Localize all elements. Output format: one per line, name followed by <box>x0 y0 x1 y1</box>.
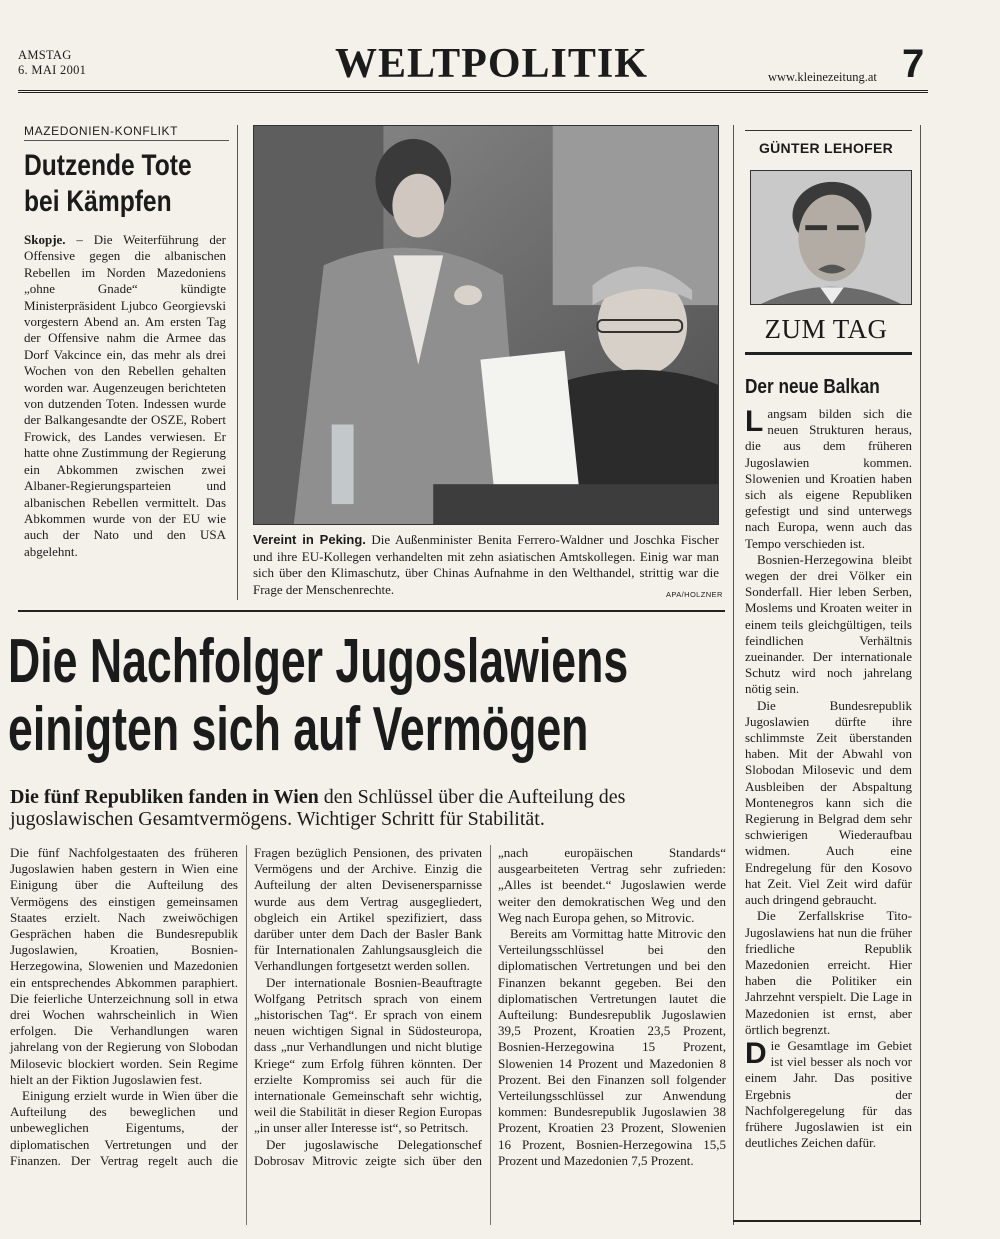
column-paragraph <box>745 1038 912 1151</box>
author-portrait <box>750 170 912 305</box>
column-body <box>745 406 912 1151</box>
article-paragraph: Der jugoslawische Delegationschef Dobrosav Mitrovic zeigte sich über den „nach europäischen Standards“ ausgearbeiteten Vertrag sehr zufrieden: „Alles ist beendet.“ Jugoslawien werde weiter den demokratischen Weg und den Weg nach Europa gehen, so Mitrovic. <box>254 845 726 1168</box>
subheadline-rest: den Schlüssel über die Aufteilung des jugoslawischen Gesamtvermögens. Wichtiger Schritt für Stabilität. <box>10 786 626 830</box>
main-subheadline <box>10 786 726 830</box>
caption-lead: Vereint in Peking. <box>253 532 366 547</box>
column-divider <box>733 125 734 1225</box>
column-label: ZUM TAG <box>764 314 888 344</box>
short-article-kicker: MAZEDONIEN-KONFLIKT <box>24 124 229 141</box>
short-article-text: – Die Weiterführung der Offensive gegen die albanischen Rebellen im Norden Mazedoniens „ohne Gnade“ kündigte Ministerpräsident Ljubco Georgievski vorgestern Abend an. Am ersten Tag der Offensive nahm die Armee das Dorf Vakcince ein, das mehr als drei Wochen von den Rebellen gehalten worden war. Augenzeugen berichteten von dutzenden Toten. Indessen wurde der Balkangesandte der OSZE, Robert Frowick, des Landes verwiesen. Er hatte ohne Zustimmung der Regierung ein Abkommen zwischen zwei Albaner-Regierungsparteien und albanischen Rebellen vermittelt. Das Abkommen wurde von der EU wie auch der Nato und den USA abgelehnt. <box>24 232 227 559</box>
article-paragraph: Bereits am Vormittag hatte Mitrovic den Verteilungsschlüssel bei den diplomatischen Vertretungen und bei den Finanzen bekannt gegeben. Bei den diplomatischen Vertretungen lautet die Aufteilung: Bundesrepublik Jugoslawien 39,5 Prozent, Kroatien 23,5 Prozent, Bosnien-Herzegowina 15 Prozent, Slowenien 14 Prozent und Mazedonien 8 Prozent. Bei den Finanzen soll folgender Verteilungsschlüssel zur Anwendung kommen: Bundesrepublik Jugoslawien 38 Prozent, Kroatien 23 Prozent, Slowenien 16 Prozent, Bosnien-Herzegowina 15,5 Prozent und Mazedonien 7,5 Prozent. <box>498 926 726 1168</box>
subheadline-bold: Die fünf Republiken fanden in Wien <box>10 786 319 808</box>
page-number: 7 <box>902 42 925 86</box>
main-headline-line-1: Die Nachfolger Jugoslawiens <box>8 627 629 696</box>
column-paragraph <box>745 406 912 552</box>
column-divider <box>237 125 238 600</box>
drop-cap: D <box>745 1036 767 1070</box>
masthead-url: www.kleinezeitung.at <box>768 70 877 84</box>
short-article-headline <box>24 148 196 220</box>
masthead-date <box>18 48 86 78</box>
article-paragraph: Die fünf Nachfolgestaaten des früheren Jugoslawien haben gestern in Wien eine Einigung über die Aufteilung des Vermögens des einstigen gemeinsamen Staates erzielt. Nach zweiwöchigen Gesprächen haben die Bundesrepublik Jugoslawien, Kroatien, Bosnien-Herzegowina, Slowenien und Mazedonien ein entsprechendes Abkommen paraphiert. Die feierliche Unterzeichnung soll in etwa drei Wochen wahrscheinlich in Wien erfolgen. Die Verhandlungen waren jahrelang von der Regierung von Slobodan Milosevic blockiert worden. Sein Regime hielt an der Fiktion Jugoslawien fest. <box>10 845 238 1087</box>
masthead-date-text: 6. MAI 2001 <box>18 63 87 77</box>
column-top-rule <box>745 130 912 131</box>
section-title: WELTPOLITIK <box>335 41 648 87</box>
column-paragraph: Bosnien-Herzegowina bleibt wegen der drei Völker ein Sonderfall. Hier leben Serben, Moslems und Kroaten weiter in einem teils gleichgültigen, teils feindlichen Verhältnis zueinander. Der internationale Schutz wird noch jahrelang nötig sein. <box>745 551 912 697</box>
column-label-rule <box>745 352 912 355</box>
column-paragraph-text: angsam bilden sich die neuen Strukturen heraus, die aus dem früheren Jugoslawien kommen. Slowenien und Kroatien haben sich als eigene Republiken gefestigt und sind unterwegs nach Europa, wenn auch das Tempo verschieden ist. <box>745 406 912 551</box>
main-headline-line-2: einigten sich auf Vermögen <box>8 695 589 764</box>
short-article-body <box>24 232 226 560</box>
photo-illustration <box>254 126 718 524</box>
column-headline: Der neue Balkan <box>745 376 880 398</box>
photo-credit: APA/HOLZNER <box>666 590 723 599</box>
column-paragraph-text: ie Gesamtlage im Gebiet ist viel besser als noch vor einem Jahr. Das positive Ergebnis der Nachfolgeregelung für das frühere Jugoslawien ist ein deutliches Zeichen dafür. <box>745 1037 912 1151</box>
column-paragraph: Die Bundesrepublik Jugoslawien dürfte ihre schlimmste Zeit überstanden haben. Mit der Abwahl von Slobodan Milosevic und dem Ausbleiben der Abspaltung Montenegros kann sich die Regierung in Belgrad dem sehr schwierigen Wiederaufbau widmen. Auch eine Endregelung für den Kosovo hat Zeit. Viel Zeit wird dafür auch dringend gebraucht. <box>745 697 912 908</box>
drop-cap: L <box>745 405 764 438</box>
short-headline-line-1: Dutzende Tote <box>24 149 192 182</box>
column-end-rule <box>733 1220 921 1222</box>
article-paragraph: Der internationale Bosnien-Beauftragte Wolfgang Petritsch sprach von einem „historischen Tag“. Er sprach von einem neuen wichtigen Signal in Südosteuropa, dass „nur Verhandlungen und nicht blutige Kriege“ zum Erfolg führen könnten. Der erzielte Kompromiss sei auch für die internationale Gemeinschaft sehr wichtig, weil die Stabilität in dieser Region Europas „in unser aller Interesse ist“, so Petritsch. <box>254 974 482 1136</box>
column-author: GÜNTER LEHOFER <box>758 140 894 156</box>
column-divider <box>920 125 921 1225</box>
masthead-day: AMSTAG <box>18 48 72 62</box>
masthead-rule <box>18 90 928 93</box>
news-photo <box>253 125 719 525</box>
photo-caption <box>253 532 719 598</box>
short-headline-line-2: bei Kämpfen <box>24 185 172 218</box>
caption-text: Die Außenminister Benita Ferrero-Waldner und Joschka Fischer und ihre EU-Kollegen verhandelten mit zehn asiatischen Amtskollegen. Einig war man sich über den Klimaschutz, über Chinas Aufnahme in den Welthandel, strittig war die Frage der Menschenrechte. <box>253 532 719 597</box>
section-divider <box>18 610 725 612</box>
column-paragraph: Die Zerfallskrise Tito-Jugoslawiens hat nun die früher friedliche Republik Mazedonien erreicht. Hier haben die Politiker ein Jahrzehnt verspielt. Die Lage in Mazedonien ist ernst, aber örtlich begrenzt. <box>745 908 912 1037</box>
portrait-illustration <box>751 171 911 304</box>
main-headline <box>8 628 728 764</box>
article-paragraph: Einigung erzielt wurde in Wien über die Aufteilung des beweglichen und unbeweglichen Eigentums, der diplomatischen Vertretungen und der Finanzen. Der Vertrag regelt auch die Fragen bezüglich Pensionen, des privaten Vermögens und der Archive. Einzig die Aufteilung der alten Devisenersparnisse wurde aus dem Vertrag ausgegliedert, obgleich ein Artikel spezifiziert, dass darüber unter dem Dach der Basler Bank für Internationalen Zahlungsausgleich die Verhandlungen fortgesetzt werden sollen. <box>10 845 482 1168</box>
main-article-body <box>10 845 726 1225</box>
short-article-dateline: Skopje. <box>24 232 66 247</box>
